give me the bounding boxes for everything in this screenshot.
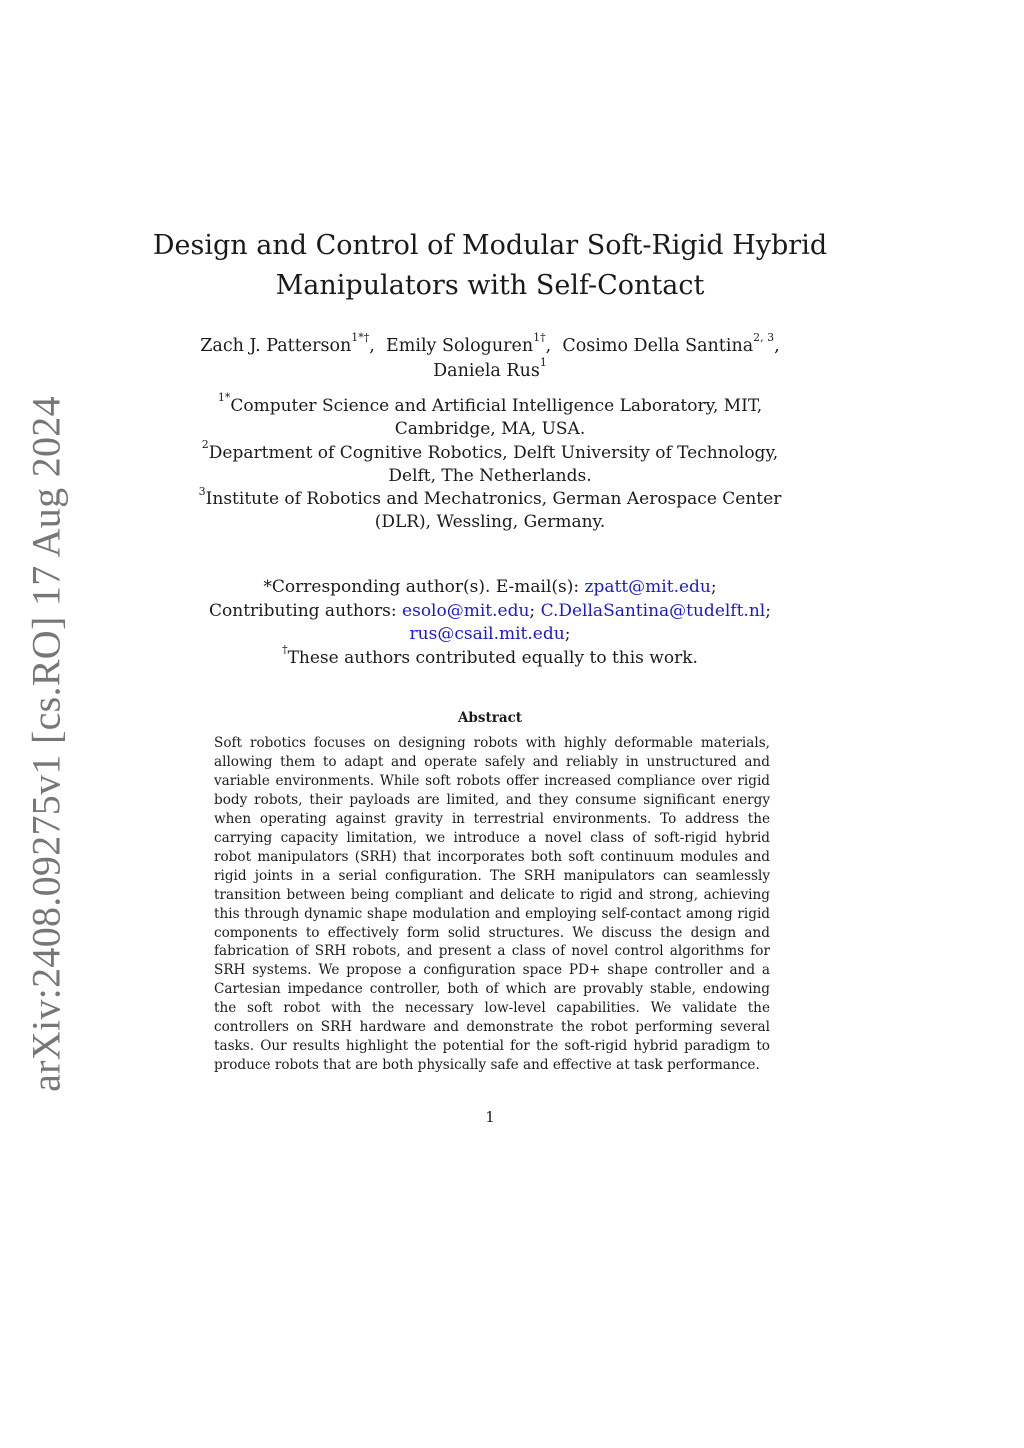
abstract-heading: Abstract [457,710,523,726]
affiliation-item: $^3$Institute of Robotics and Mechatronics, German Aerospace Center [198,484,782,510]
author-name: Daniela Rus$^1$ [433,356,547,381]
author-name: Zach J. Patterson$^{1*\dagger}$, [200,331,375,356]
affiliation-item-cont: (DLR), Wessling, Germany. [374,512,606,533]
affiliation-list [150,391,830,535]
contributing-email-link[interactable]: C.DellaSantina@tudelft.nl [540,600,766,621]
affiliation-mark: 1* [217,391,231,405]
corresponding-author-line: *Corresponding author(s). E-mail(s): zpatt@mit.edu; [263,577,717,597]
paper-title [150,226,830,306]
author-line-2 [150,356,830,384]
abstract-body: Soft robotics focuses on designing robots with highly deformable materials, allowing them to adapt and operate safely and reliably in unstructured and variable environments. While soft robots offer increased compliance over rigid body robots, their payloads are limited, and they consume significant energy when operating against gravity in terrestrial environments. To address the carrying capacity limitation, we introduce a novel class of soft-rigid hybrid robot manipulators (SRH) that incorporates both soft continuum modules and rigid joints in a serial configuration. The SRH manipulators can seamlessly transition between being compliant and delicate to rigid and strong, achieving this through dynamic shape modulation and employing self-contact among rigid components to effectively form solid structures. We discuss the design and fabrication of SRH robots, and present a class of novel control algorithms for SRH systems. We propose a configuration space PD+ shape controller and a Cartesian impedance controller, both of which are provably stable, endowing the soft robot with the necessary low-level capabilities. We validate the controllers on SRH hardware and demonstrate the robot performing several tasks. Our results highlight the potential for the soft-rigid hybrid paradigm to produce robots that are both physically safe and effective at task performance. [214,735,770,1074]
correspondence-block [150,576,830,670]
affiliation-item: $^{1*}$Computer Science and Artificial Intelligence Laboratory, MIT, [217,391,763,416]
author-affiliation-mark: 1† [533,331,546,345]
author-name: Emily Sologuren$^{1\dagger}$, [385,331,552,356]
affiliation-mark: 3 [198,484,206,498]
affiliation-item-cont: Cambridge, MA, USA. [394,419,586,440]
contributing-email-link[interactable]: rus@csail.mit.edu [409,624,565,644]
equal-contribution-note: †These authors contributed equally to this work. [282,642,698,668]
arxiv-identifier-stamp: arXiv:2408.09275v1 [cs.RO] 17 Aug 2024 [23,396,69,1092]
page-number: 1 [485,1108,495,1126]
equal-contribution-mark: † [282,642,288,656]
contributing-authors-line: Contributing authors: esolo@mit.edu; C.DellaSantina@tudelft.nl; [209,600,771,621]
corresponding-email-link[interactable]: zpatt@mit.edu [584,577,711,597]
author-name: Cosimo Della Santina$^{2, 3}$, [562,331,780,356]
paper-title-line-1: Design and Control of Modular Soft-Rigid Hybrid [152,230,828,261]
affiliation-item: $^2$Department of Cognitive Robotics, Delft University of Technology, [201,437,779,463]
author-list [150,331,830,384]
author-line-1 [150,331,830,359]
author-affiliation-mark: 2, 3 [753,331,775,345]
author-affiliation-mark: 1 [539,356,547,370]
affiliation-item-cont: Delft, The Netherlands. [388,465,592,486]
contributing-authors-line-cont: rus@csail.mit.edu; [409,624,571,644]
author-affiliation-mark: 1*† [351,331,370,345]
affiliation-mark: 2 [201,437,209,451]
paper-title-line-2: Manipulators with Self-Contact [275,270,705,301]
contributing-email-link[interactable]: esolo@mit.edu [402,600,530,621]
